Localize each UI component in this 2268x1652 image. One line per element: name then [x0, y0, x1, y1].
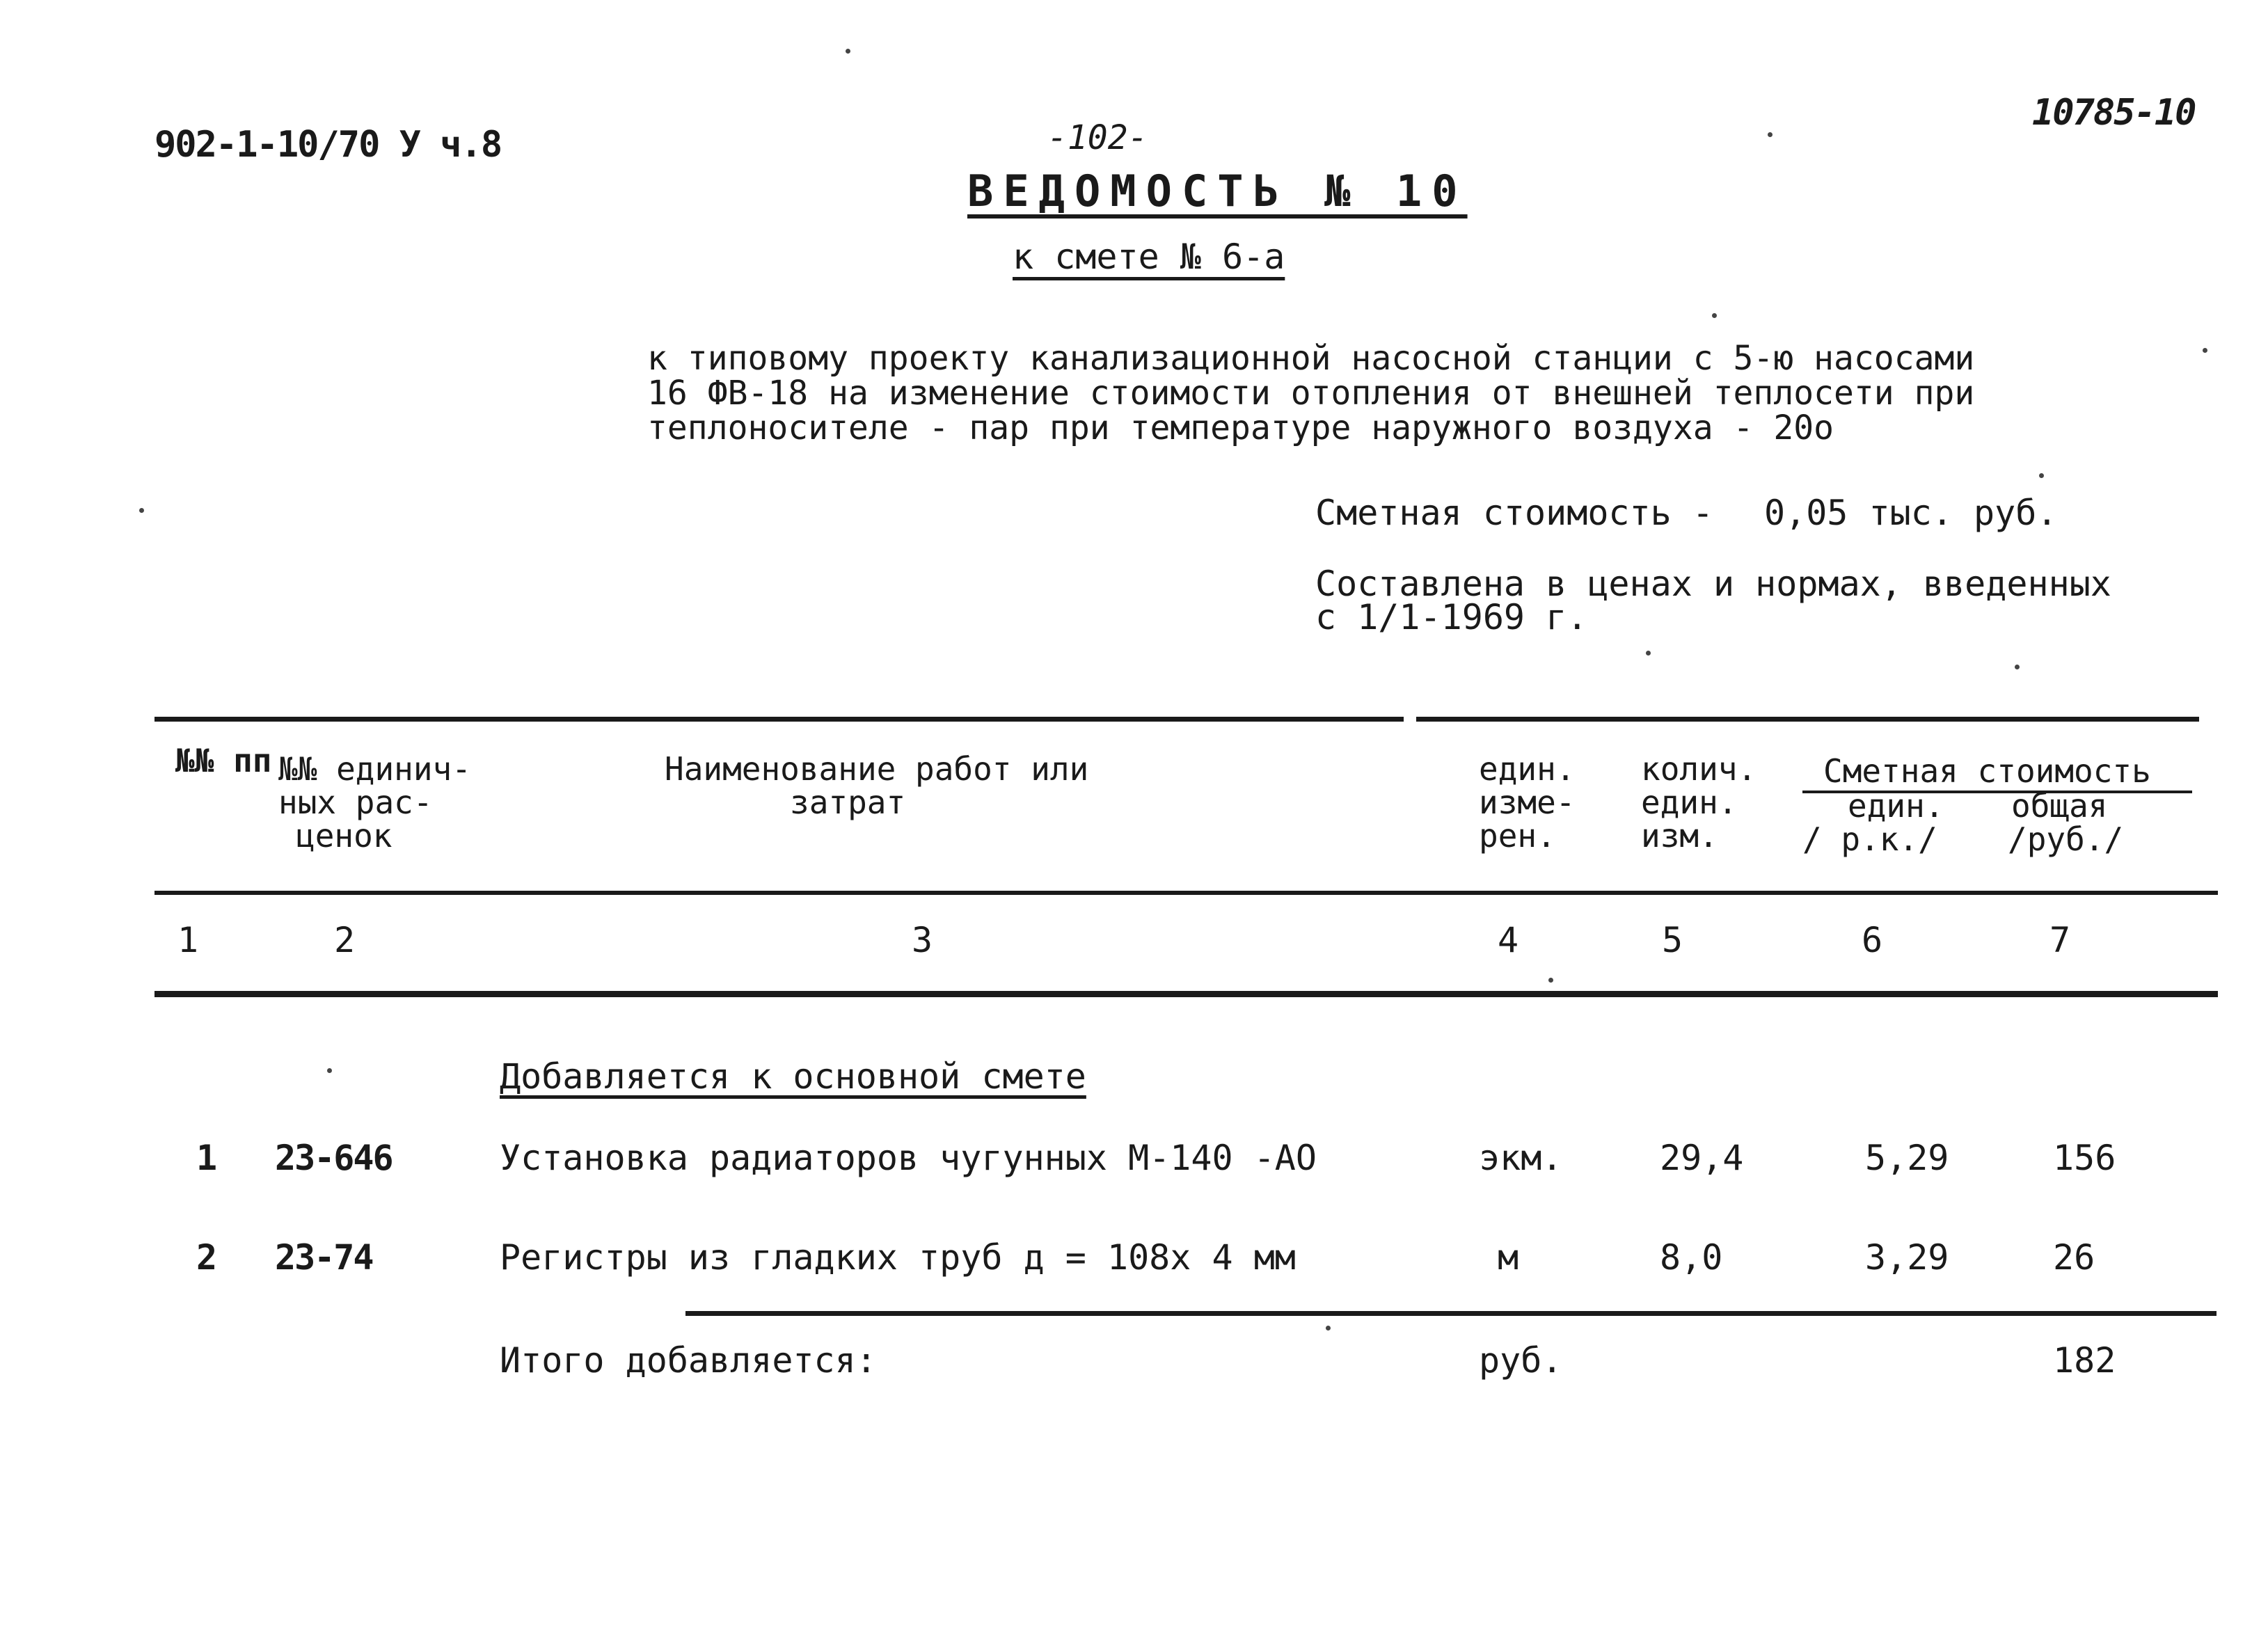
section-title: Добавляется к основной смете	[500, 1056, 1086, 1097]
total-value: 182	[2053, 1340, 2116, 1381]
document-code: 902-1-10/70 У ч.8	[154, 124, 502, 166]
column-number: 6	[1862, 920, 1883, 960]
description-line-2: 16 ФВ-18 на изменение стоимости отопления от внешней теплосети при	[647, 374, 1975, 413]
estimated-cost-label: Сметная стоимость -	[1315, 493, 1713, 533]
page-number: -102-	[1047, 118, 1148, 157]
work-name: Регистры из гладких труб д = 108х 4 мм	[500, 1237, 1296, 1278]
unit-cost: 3,29	[1865, 1237, 1949, 1278]
rate-code: 23-646	[275, 1138, 392, 1178]
work-name: Установка радиаторов чугунных М-140 -АО	[500, 1138, 1317, 1178]
total-label: Итого добавляется:	[500, 1340, 877, 1381]
table-header-rule	[154, 891, 2218, 895]
scan-speck	[1548, 978, 1553, 983]
header-rate-number-2: ных рас-	[278, 784, 433, 821]
column-number: 2	[334, 920, 356, 960]
unit: экм.	[1479, 1138, 1563, 1178]
header-total-cost-1: общая	[2011, 787, 2108, 825]
prices-note-line-2: с 1/1-1969 г.	[1315, 597, 1588, 637]
description-line-1: к типовому проекту канализационной насосной станции с 5-ю насосами	[647, 339, 1975, 378]
header-unit-cost-2: / р.к./	[1802, 820, 1937, 858]
prices-note-line-1: Составлена в ценах и нормах, введенных	[1315, 564, 2111, 604]
quantity: 29,4	[1660, 1138, 1744, 1178]
header-quantity-1: колич.	[1641, 750, 1757, 788]
estimated-cost-value: 0,05 тыс. руб.	[1764, 493, 2058, 533]
rate-code: 23-74	[275, 1237, 373, 1278]
header-unit-2: изме-	[1479, 784, 1576, 821]
table-top-rule-left	[154, 717, 1404, 722]
scan-speck	[1768, 132, 1773, 137]
header-work-name-2: затрат	[790, 784, 906, 821]
scan-speck	[846, 49, 850, 54]
header-quantity-2: един.	[1641, 784, 1738, 821]
row-number: 2	[196, 1237, 218, 1278]
header-unit-1: един.	[1479, 750, 1576, 788]
table-numbers-rule	[154, 991, 2218, 997]
document-title: ВЕДОМОСТЬ № 10	[967, 166, 1468, 216]
scan-speck	[327, 1068, 332, 1073]
column-number: 5	[1662, 920, 1683, 960]
total-rule	[685, 1311, 2217, 1316]
total-cost: 156	[2053, 1138, 2116, 1178]
column-number: 1	[177, 920, 199, 960]
scan-speck	[139, 508, 144, 513]
scan-speck	[1712, 313, 1717, 318]
column-number: 4	[1498, 920, 1519, 960]
header-work-name-1: Наименование работ или	[665, 750, 1089, 788]
scan-speck	[1326, 1326, 1331, 1331]
unit-cost: 5,29	[1865, 1138, 1949, 1178]
column-number: 3	[912, 920, 933, 960]
header-quantity-3: изм.	[1641, 817, 1718, 855]
header-rate-number-3: ценок	[296, 817, 392, 855]
row-number: 1	[196, 1138, 218, 1178]
scan-speck	[2039, 473, 2044, 478]
total-cost: 26	[2053, 1237, 2095, 1278]
scan-speck	[2015, 665, 2020, 669]
scan-speck	[2203, 348, 2207, 353]
description-line-3: теплоносителе - пар при температуре наружного воздуха - 20о	[647, 408, 1834, 447]
document-subtitle: к смете № 6-а	[1013, 237, 1285, 277]
quantity: 8,0	[1660, 1237, 1723, 1278]
header-unit-cost-1: един.	[1848, 787, 1944, 825]
header-cost-group: Сметная стоимость	[1823, 752, 2151, 790]
header-unit-3: рен.	[1479, 817, 1556, 855]
scan-speck	[1646, 651, 1651, 656]
table-top-rule-right	[1416, 717, 2199, 722]
archive-number: 10785-10	[2032, 92, 2196, 134]
header-row-number: №№ пп	[175, 742, 272, 779]
column-number: 7	[2049, 920, 2071, 960]
total-unit: руб.	[1479, 1340, 1563, 1381]
header-rate-number-1: №№ единич-	[278, 750, 471, 788]
unit: м	[1498, 1237, 1519, 1278]
header-total-cost-2: /руб./	[2008, 820, 2124, 858]
